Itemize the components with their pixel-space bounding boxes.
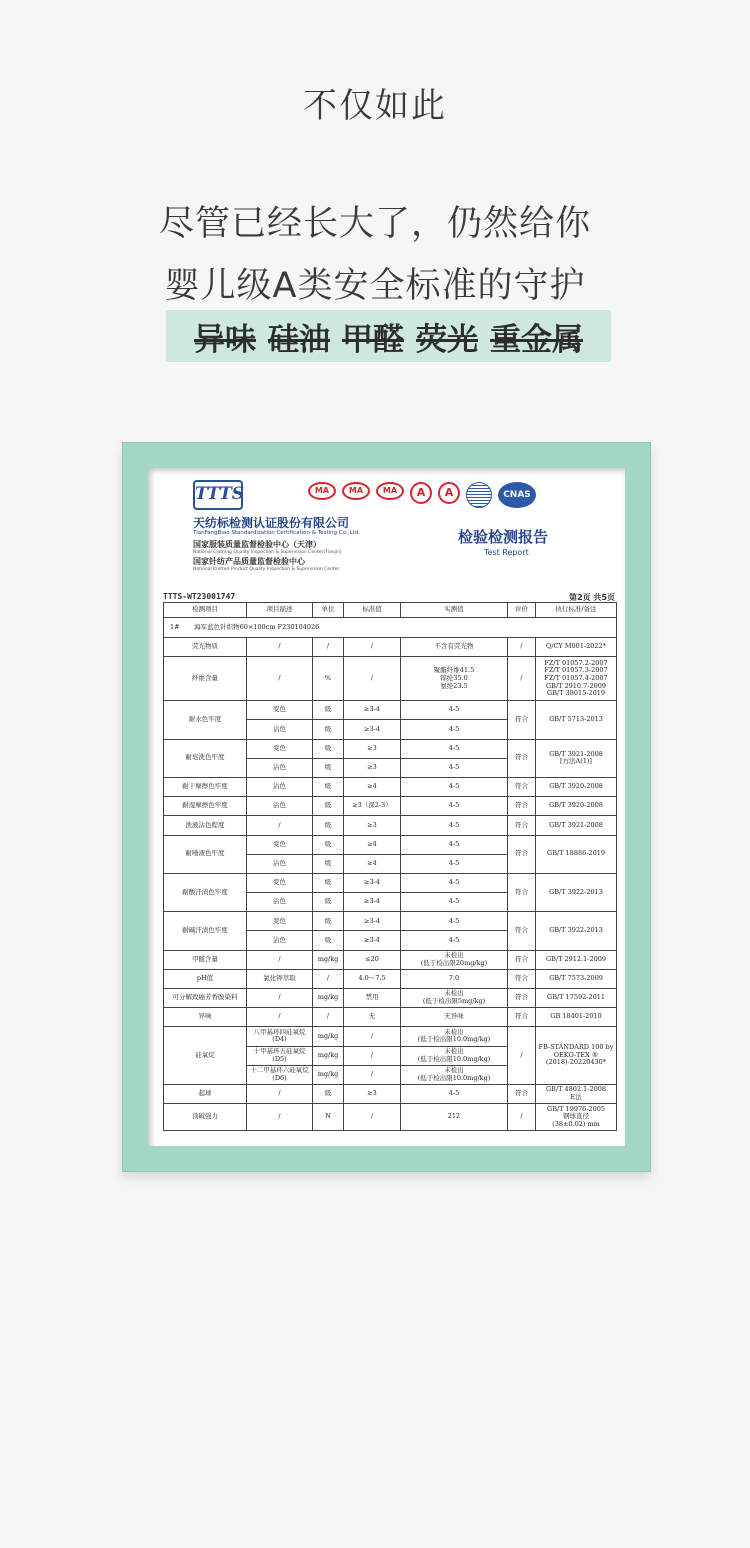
test-item-cell: 耐干摩擦色牢度 [164, 777, 247, 796]
standard-cell: 4.0～7.5 [344, 969, 401, 988]
test-item-cell: 顶破强力 [164, 1104, 247, 1131]
struck-item-silicone: 硅油 [268, 321, 330, 358]
evaluation-cell: 符合 [508, 969, 536, 988]
description-cell: 氯化钾萃取 [247, 969, 313, 988]
description-cell: 沾色 [247, 797, 313, 816]
unit-cell: / [313, 638, 344, 657]
description-cell: 变色 [247, 739, 313, 758]
description-cell: 变色 [247, 835, 313, 854]
standard-note-cell: GB/T 2912.1-2009 [536, 950, 617, 969]
standard-note-cell: GB/T 18886-2019 [536, 835, 617, 873]
measured-cell: 4-5 [401, 797, 508, 816]
standard-note-cell: GB/T 19976-2005 钢球直径 (38±0.02) mm [536, 1104, 617, 1131]
center-1-cn: 国家服装质量监督检验中心（天津） [193, 540, 321, 549]
table-row [164, 1084, 617, 1103]
header-cell: 检测项目 [164, 603, 247, 618]
standard-cell: / [344, 1027, 401, 1046]
cal-mark-icon: A [410, 482, 432, 504]
standard-note-cell: GB/T 3920-2008 [536, 777, 617, 796]
unit-cell: mg/kg [313, 1046, 344, 1065]
header-cell: 标准值 [344, 603, 401, 618]
unit-cell: N [313, 1104, 344, 1131]
unit-cell: mg/kg [313, 1027, 344, 1046]
standard-cell: 禁用 [344, 989, 401, 1008]
description-cell: 沾色 [247, 931, 313, 950]
table-row [164, 797, 617, 816]
headline: 不仅如此 [303, 86, 447, 126]
evaluation-cell: 符合 [508, 1008, 536, 1027]
test-item-cell: 荧光物质 [164, 638, 247, 657]
standard-note-cell: GB/T 4802.1-2008 E法 [536, 1084, 617, 1103]
header-cell: 单位 [313, 603, 344, 618]
description-cell: 变色 [247, 873, 313, 892]
unit-cell: / [313, 1008, 344, 1027]
description-cell: 变色 [247, 912, 313, 931]
struck-item-heavy-metal: 重金属 [490, 321, 583, 358]
standard-note-cell: Q/CY M001-2022* [536, 638, 617, 657]
unit-cell: 级 [313, 1084, 344, 1103]
standard-cell: / [344, 1065, 401, 1084]
unit-cell: 级 [313, 739, 344, 758]
cma-mark-icon: MA [342, 482, 370, 500]
measured-cell: 4-5 [401, 873, 508, 892]
standard-note-cell: GB 18401-2010 [536, 1008, 617, 1027]
standard-cell: ≥3 [344, 1084, 401, 1103]
standard-cell: ≤20 [344, 950, 401, 969]
standard-note-cell: GB/T 7573-2009 [536, 969, 617, 988]
standard-cell: ≥4 [344, 854, 401, 873]
test-results-table [163, 602, 617, 1131]
table-row [164, 835, 617, 854]
test-item-cell: 异味 [164, 1008, 247, 1027]
measured-cell: 4-5 [401, 893, 508, 912]
company-name-cn: 天纺标检测认证股份有限公司 [193, 516, 350, 530]
description-cell: / [247, 1104, 313, 1131]
table-row [164, 657, 617, 701]
center-2-en: National Knitted Product Quality Inspection & Supervision Center [193, 567, 340, 572]
page-number: 第2页 共5页 [569, 593, 615, 602]
sample-row [164, 618, 617, 638]
standard-cell: ≥3 [344, 739, 401, 758]
description-cell: / [247, 989, 313, 1008]
description-cell: 沾色 [247, 720, 313, 739]
test-item-cell: 耐唾液色牢度 [164, 835, 247, 873]
unit-cell: 级 [313, 912, 344, 931]
standard-cell: ≥3-4 [344, 720, 401, 739]
standard-note-cell: GB/T 3922-2013 [536, 873, 617, 911]
unit-cell: 级 [313, 931, 344, 950]
standard-note-cell: GB/T 3920-2008 [536, 797, 617, 816]
standard-note-cell: FB-STANDARD 100 by OEKO-TEX ® (2018)-20220430* [536, 1027, 617, 1085]
standard-cell: ≥3-4 [344, 873, 401, 892]
header-cell: 执行标准/备注 [536, 603, 617, 618]
evaluation-cell: 符合 [508, 797, 536, 816]
table-row [164, 739, 617, 758]
measured-cell: 未检出 (低于检出限10.0mg/kg) [401, 1027, 508, 1046]
unit-cell: 级 [313, 835, 344, 854]
standard-cell: ≥3（深2-3） [344, 797, 401, 816]
evaluation-cell: 符合 [508, 739, 536, 777]
measured-cell: 4-5 [401, 931, 508, 950]
cal-mark-icon: A [438, 482, 460, 504]
measured-cell: 未检出 (低于检出限10.0mg/kg) [401, 1046, 508, 1065]
cnas-mark-icon: CNAS [498, 482, 536, 508]
unit-cell: 级 [313, 777, 344, 796]
standard-cell: / [344, 657, 401, 701]
subtitle-line-1: 尽管已经长大了，仍然给你 [158, 204, 591, 244]
table-body [164, 618, 617, 1131]
unit-cell: 级 [313, 720, 344, 739]
table-row [164, 816, 617, 835]
evaluation-cell: 符合 [508, 989, 536, 1008]
standard-note-cell: GB/T 17592-2011 [536, 989, 617, 1008]
struck-items-strip [166, 310, 611, 362]
evaluation-cell: 符合 [508, 950, 536, 969]
test-report-paper [148, 468, 625, 1146]
measured-cell: 212 [401, 1104, 508, 1131]
measured-cell: 4-5 [401, 701, 508, 720]
test-item-cell: 硅氧烷 [164, 1027, 247, 1085]
unit-cell: 级 [313, 701, 344, 720]
description-cell: 八甲基环四硅氧烷(D4) [247, 1027, 313, 1046]
sample-number: 1# [170, 622, 180, 631]
measured-cell: 4-5 [401, 739, 508, 758]
unit-cell: 级 [313, 893, 344, 912]
struck-item-formaldehyde: 甲醛 [342, 321, 404, 358]
unit-cell: mg/kg [313, 1065, 344, 1084]
standard-cell: / [344, 638, 401, 657]
evaluation-cell: / [508, 1027, 536, 1085]
standard-note-cell: GB/T 3922-2013 [536, 912, 617, 950]
unit-cell: 级 [313, 797, 344, 816]
report-number: TTTS-WT23001747 [163, 592, 236, 601]
evaluation-cell: 符合 [508, 873, 536, 911]
table-row [164, 1008, 617, 1027]
test-item-cell: 耐水色牢度 [164, 701, 247, 739]
table-row [164, 873, 617, 892]
ilac-mra-icon [466, 482, 492, 508]
description-cell: 变色 [247, 701, 313, 720]
report-title-cn: 检验检测报告 [458, 528, 549, 546]
measured-cell: 未检出 (低于检出限5mg/kg) [401, 989, 508, 1008]
evaluation-cell: 符合 [508, 835, 536, 873]
test-item-cell: pH值 [164, 969, 247, 988]
table-row [164, 969, 617, 988]
standard-note-cell: GB/T 3921-2008 [536, 816, 617, 835]
evaluation-cell: 符合 [508, 777, 536, 796]
measured-cell: 聚酯纤维41.5 锦纶35.0 氨纶23.5 [401, 657, 508, 701]
table-row [164, 1104, 617, 1131]
test-item-cell: 起球 [164, 1084, 247, 1103]
standard-cell: ≥3-4 [344, 931, 401, 950]
table-row [164, 989, 617, 1008]
standard-cell: ≥3 [344, 816, 401, 835]
test-item-cell: 可分解致癌芳香胺染料 [164, 989, 247, 1008]
measured-cell: 4-5 [401, 854, 508, 873]
description-cell: 沾色 [247, 777, 313, 796]
table-row [164, 912, 617, 931]
description-cell: 十甲基环五硅氧烷(D5) [247, 1046, 313, 1065]
center-1-en: National Clothing Quality Inspection & Supervision Center(Tianjin) [193, 550, 342, 555]
description-cell: / [247, 816, 313, 835]
standard-note-cell: GB/T 3921-2008 [方法A(1)] [536, 739, 617, 777]
description-cell: 沾色 [247, 758, 313, 777]
table-row [164, 638, 617, 657]
measured-cell: 4-5 [401, 777, 508, 796]
description-cell: / [247, 1084, 313, 1103]
evaluation-cell: / [508, 638, 536, 657]
struck-item-odor: 异味 [194, 321, 256, 358]
standard-note-cell: GB/T 5713-2013 [536, 701, 617, 739]
measured-cell: 4-5 [401, 912, 508, 931]
table-row [164, 701, 617, 720]
standard-cell: 无 [344, 1008, 401, 1027]
measured-cell: 无异味 [401, 1008, 508, 1027]
unit-cell: 级 [313, 854, 344, 873]
measured-cell: 4-5 [401, 816, 508, 835]
standard-cell: ≥3-4 [344, 701, 401, 720]
standard-cell: ≥4 [344, 777, 401, 796]
test-item-cell: 耐酸汗渍色牢度 [164, 873, 247, 911]
standard-cell: / [344, 1104, 401, 1131]
struck-item-fluorescent: 荧光 [416, 321, 478, 358]
table-row [164, 950, 617, 969]
sample-description: 海军蓝色针织物60×100cm F230104026 [194, 622, 320, 631]
unit-cell: 级 [313, 873, 344, 892]
description-cell: 十二甲基环六硅氧烷(D6) [247, 1065, 313, 1084]
company-name-en: TianFangBiao Standardization Certification & Testing Co.,Ltd. [193, 530, 360, 536]
ttts-logo: TTTS [193, 480, 243, 510]
header-cell: 项目描述 [247, 603, 313, 618]
standard-cell: ≥3 [344, 758, 401, 777]
description-cell: 沾色 [247, 854, 313, 873]
description-cell: / [247, 657, 313, 701]
standard-cell: / [344, 1046, 401, 1065]
unit-cell: mg/kg [313, 989, 344, 1008]
test-item-cell: 纤维含量 [164, 657, 247, 701]
unit-cell: mg/kg [313, 950, 344, 969]
accreditation-marks [308, 482, 536, 508]
evaluation-cell: 符合 [508, 816, 536, 835]
unit-cell: / [313, 969, 344, 988]
evaluation-cell: / [508, 1104, 536, 1131]
evaluation-cell: 符合 [508, 701, 536, 739]
report-title-en: Test Report [484, 548, 529, 557]
measured-cell: 4-5 [401, 1084, 508, 1103]
test-item-cell: 耐碱汗渍色牢度 [164, 912, 247, 950]
standard-cell: ≥3-4 [344, 893, 401, 912]
test-item-cell: 耐湿摩擦色牢度 [164, 797, 247, 816]
cma-mark-icon: MA [308, 482, 336, 500]
unit-cell: 级 [313, 816, 344, 835]
header-cell: 实测值 [401, 603, 508, 618]
center-2-cn: 国家针纺产品质量监督检验中心 [193, 557, 305, 566]
description-cell: 沾色 [247, 893, 313, 912]
standard-cell: ≥3-4 [344, 912, 401, 931]
subtitle-line-2: 婴儿级A类安全标准的守护 [164, 266, 586, 306]
test-item-cell: 甲醛含量 [164, 950, 247, 969]
evaluation-cell: 符合 [508, 1084, 536, 1103]
standard-note-cell: FZ/T 01057.2-2007 FZ/T 01057.3-2007 FZ/T 01057.4-2007 GB/T 2910.7-2009 GB/T 38015-2019 [536, 657, 617, 701]
table-header-row [164, 603, 617, 618]
measured-cell: 未检出 (低于检出限20mg/kg) [401, 950, 508, 969]
description-cell: / [247, 950, 313, 969]
measured-cell: 4-5 [401, 720, 508, 739]
measured-cell: 不含有荧光物 [401, 638, 508, 657]
standard-cell: ≥4 [344, 835, 401, 854]
header-cell: 评价 [508, 603, 536, 618]
unit-cell: 级 [313, 758, 344, 777]
measured-cell: 4-5 [401, 758, 508, 777]
table-row [164, 777, 617, 796]
description-cell: / [247, 1008, 313, 1027]
cma-mark-icon: MA [376, 482, 404, 500]
evaluation-cell: 符合 [508, 912, 536, 950]
measured-cell: 未检出 (低于检出限10.0mg/kg) [401, 1065, 508, 1084]
unit-cell: % [313, 657, 344, 701]
table-row [164, 1027, 617, 1046]
description-cell: / [247, 638, 313, 657]
test-item-cell: 洗液沾色程度 [164, 816, 247, 835]
measured-cell: 7.0 [401, 969, 508, 988]
test-item-cell: 耐皂洗色牢度 [164, 739, 247, 777]
sample-cell [164, 618, 617, 638]
measured-cell: 4-5 [401, 835, 508, 854]
evaluation-cell: / [508, 657, 536, 701]
